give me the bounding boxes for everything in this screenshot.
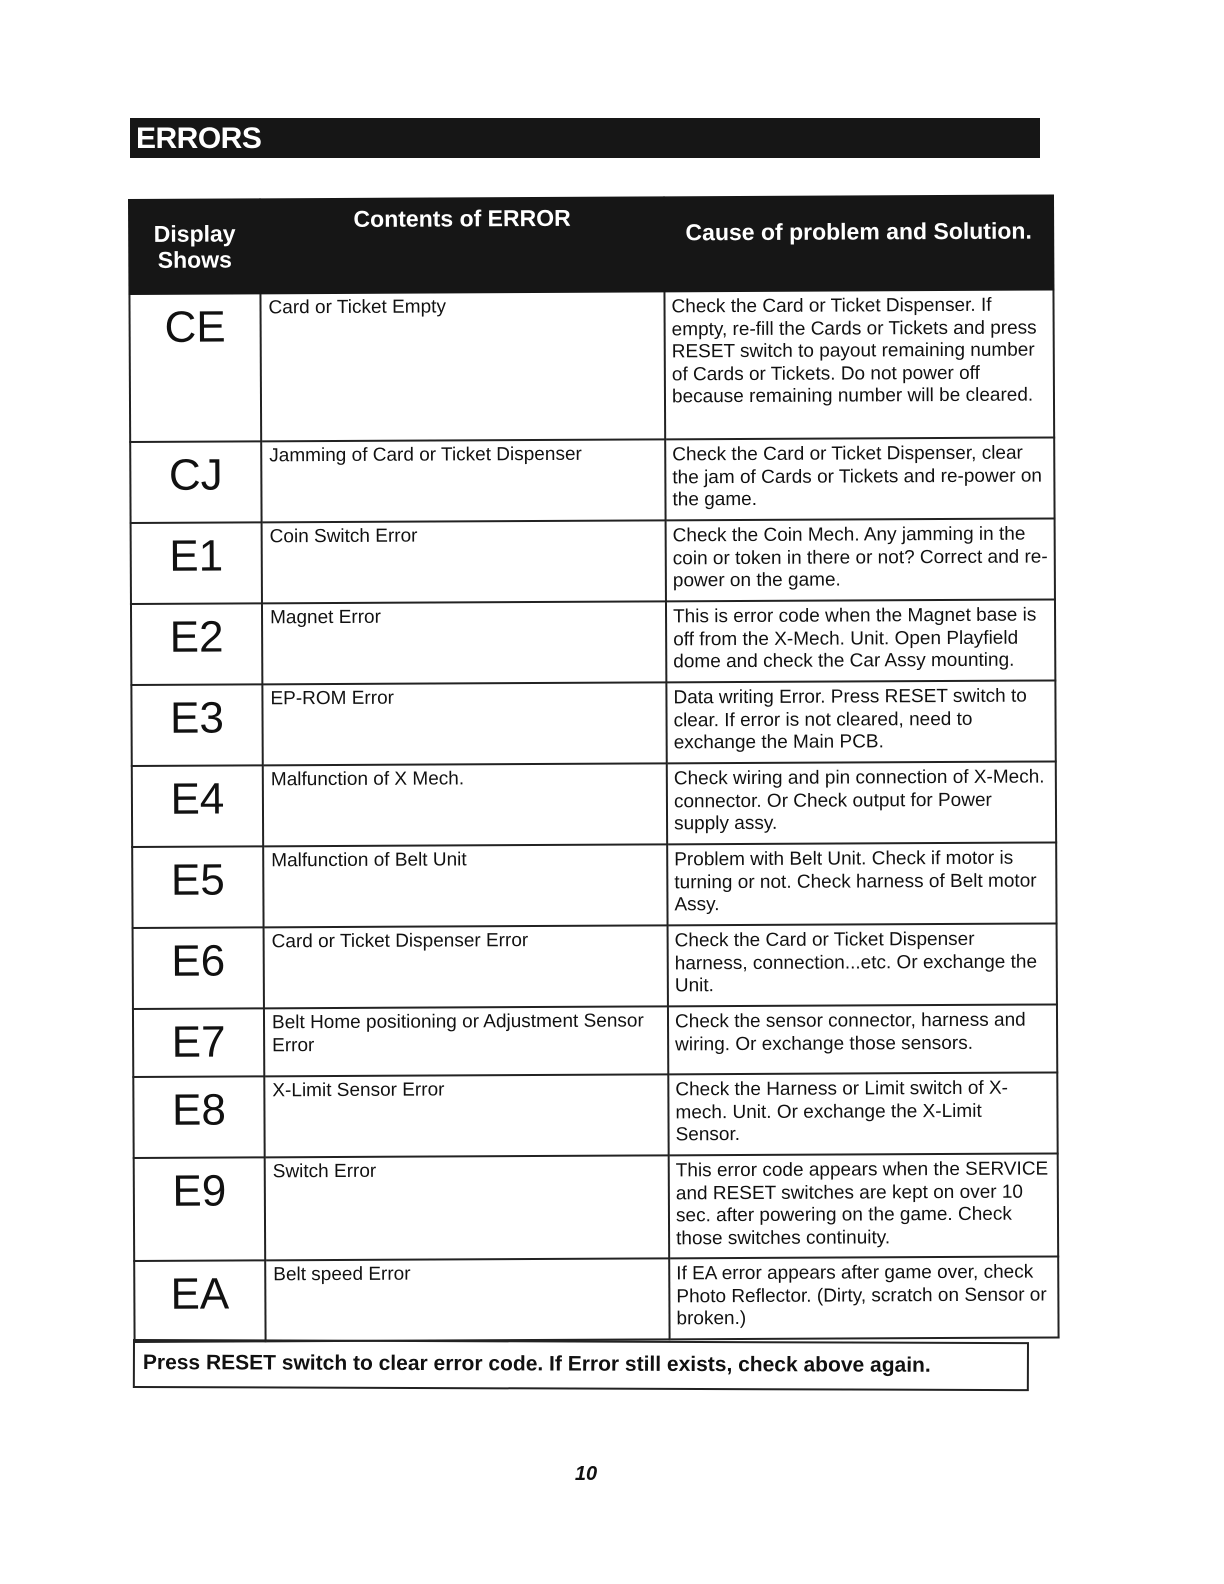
error-cause: If EA error appears after game over, check Photo Reflector. (Dirty, scratch on Sensor or broken.): [669, 1256, 1058, 1339]
error-contents: Malfunction of X Mech.: [263, 763, 667, 846]
error-code: E3: [131, 684, 262, 766]
error-cause: This error code appears when the SERVICE and RESET switches are kept on over 10 sec. after powering on the game. Check those switches continuity.: [669, 1153, 1058, 1258]
error-cause: Check the Card or Ticket Dispenser. If empty, re-fill the Cards or Tickets and press RESET switch to payout remaining number of Cards or Tickets. Do not power off because remaining number will be cleared.: [664, 289, 1054, 439]
table-row: [132, 761, 1056, 847]
error-contents: Coin Switch Error: [262, 520, 666, 603]
error-code: EA: [134, 1260, 265, 1342]
error-code: E6: [133, 927, 264, 1009]
error-contents: EP-ROM Error: [262, 682, 666, 765]
table-header-row: [129, 195, 1053, 294]
error-code: CE: [129, 293, 261, 442]
table-row: [134, 1256, 1058, 1342]
header-cause-and-solution: Cause of problem and Solution.: [664, 195, 1053, 291]
table-row: [133, 923, 1057, 1009]
error-cause: Check the sensor connector, harness and wiring. Or exchange those sensors.: [668, 1004, 1057, 1074]
error-cause: Check the Card or Ticket Dispenser, clear the jam of Cards or Tickets and re-power on the game.: [665, 437, 1054, 520]
error-cause: Check the Harness or Limit switch of X-mech. Unit. Or exchange the X-Limit Sensor.: [668, 1072, 1057, 1155]
error-code: E8: [133, 1076, 264, 1158]
error-contents: Belt speed Error: [265, 1258, 669, 1341]
error-cause: Data writing Error. Press RESET switch to clear. If error is not cleared, need to exchange the Main PCB.: [666, 680, 1055, 763]
error-code: E7: [133, 1008, 264, 1077]
reset-notice-box: [133, 1339, 1029, 1391]
error-cause: Check wiring and pin connection of X-Mech. connector. Or Check output for Power supply assy.: [667, 761, 1056, 844]
error-contents: Card or Ticket Empty: [260, 291, 665, 441]
error-contents: Malfunction of Belt Unit: [263, 844, 667, 927]
error-contents: Jamming of Card or Ticket Dispenser: [261, 439, 665, 522]
error-cause: This is error code when the Magnet base is off from the X-Mech. Unit. Open Playfield dome and check the Car Assy mounting.: [666, 599, 1055, 682]
table-row: [131, 680, 1055, 766]
header-contents-of-error: Contents of ERROR: [260, 197, 664, 293]
error-contents: Belt Home positioning or Adjustment Sensor Error: [264, 1006, 668, 1076]
error-cause: Check the Card or Ticket Dispenser harness, connection...etc. Or exchange the Unit.: [668, 923, 1057, 1006]
page-number: 10: [574, 1463, 598, 1485]
table-row: [132, 842, 1056, 928]
table-row: [133, 1004, 1057, 1077]
table-row: [131, 599, 1055, 685]
error-code: E9: [134, 1157, 266, 1261]
table-row: [129, 289, 1054, 442]
table-row: [133, 1072, 1057, 1158]
error-code-table: [128, 194, 1060, 1343]
error-cause: Check the Coin Mech. Any jamming in the coin or token in there or not? Correct and re-power on the game.: [666, 518, 1055, 601]
error-contents: Card or Ticket Dispenser Error: [264, 925, 668, 1008]
header-display-shows: Display Shows: [129, 199, 260, 294]
errors-section-header: [130, 118, 1040, 158]
error-code: E1: [131, 522, 262, 604]
error-code: E5: [132, 846, 263, 928]
error-contents: Magnet Error: [262, 601, 666, 684]
error-code: E4: [132, 765, 263, 847]
error-cause: Problem with Belt Unit. Check if motor is turning or not. Check harness of Belt motor Assy.: [667, 842, 1056, 925]
section-title: ERRORS: [136, 122, 262, 155]
table-row: [134, 1153, 1058, 1261]
error-code: E2: [131, 603, 262, 685]
error-contents: X-Limit Sensor Error: [264, 1074, 668, 1157]
reset-notice-text: Press RESET switch to clear error code. If Error still exists, check above again.: [142, 1351, 931, 1377]
table-row: [130, 437, 1054, 523]
error-code: CJ: [130, 441, 261, 523]
table-row: [131, 518, 1055, 604]
error-contents: Switch Error: [265, 1155, 669, 1260]
